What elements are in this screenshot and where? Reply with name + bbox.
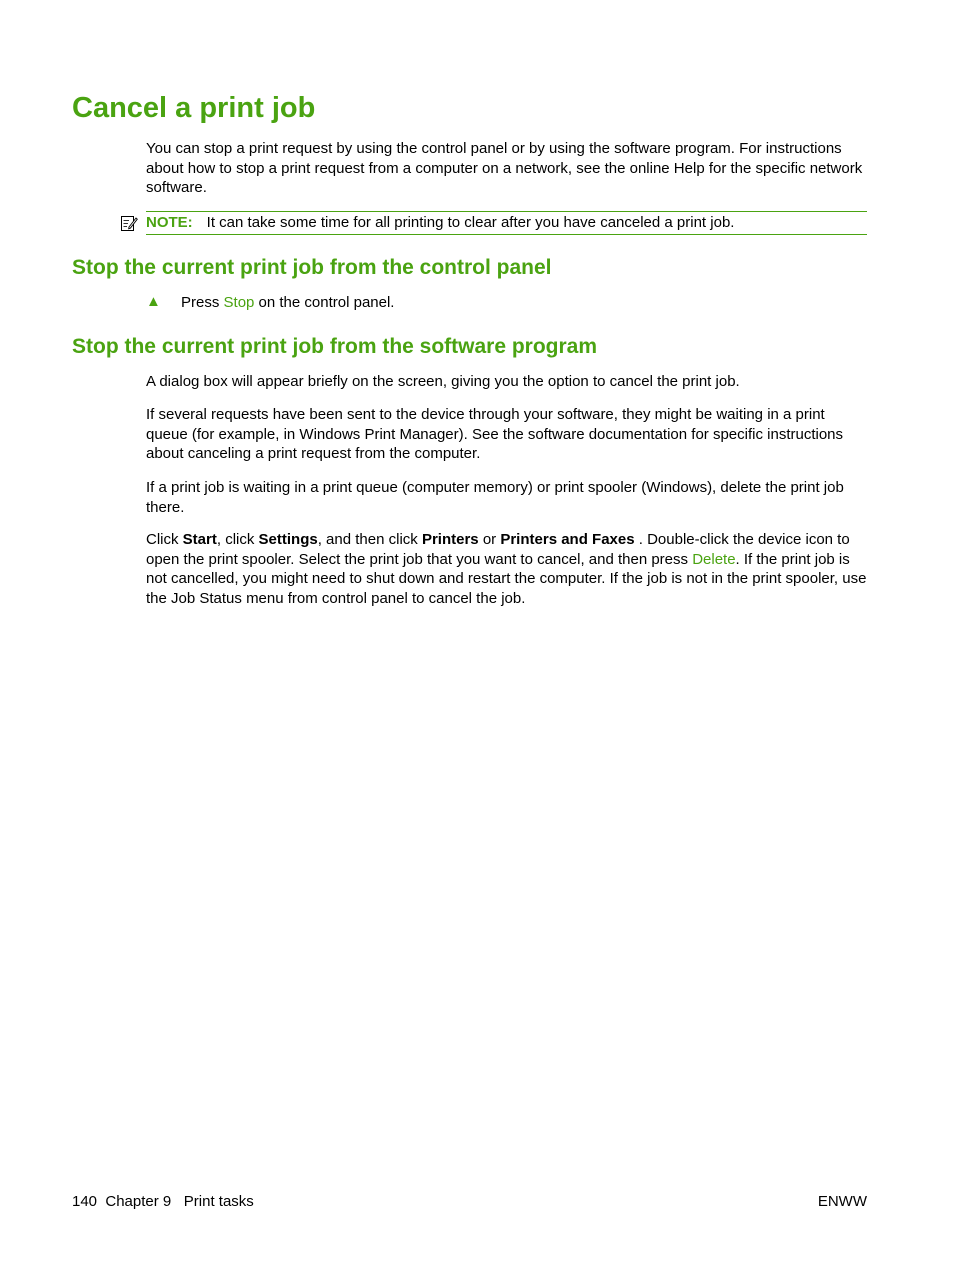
stop-link[interactable]: Stop [223,294,255,311]
page-title: Cancel a print job [72,92,316,124]
note-label: NOTE: [146,214,193,231]
footer-left [72,1193,254,1210]
section-heading-software-program: Stop the current print job from the software program [72,335,598,358]
paragraph-click-start [146,530,868,608]
delete-link[interactable]: Delete [692,550,736,568]
note-pencil-icon [120,214,138,232]
section-heading-control-panel: Stop the current print job from the control panel [72,256,552,279]
text-fragment: Click [146,531,183,548]
chapter-title: Print tasks [183,1193,254,1210]
text-fragment: or [478,531,501,548]
text-fragment: . If the print job is not cancelled, you might need to shut down and restart the computer. If the job is not in the print spooler, use the Job Status menu from control panel to cancel the job. [146,550,867,607]
step-suffix: on the control panel. [254,294,395,311]
paragraph-print-queue: If a print job is waiting in a print queue (computer memory) or print spooler (Windows), delete the print job there. [146,479,844,516]
note-box [146,211,867,235]
paragraph-dialog-box: A dialog box will appear briefly on the screen, giving you the option to cancel the print job. [146,373,740,390]
printers-label: Printers [421,531,479,548]
paragraph-several-requests: If several requests have been sent to the device through your software, they might be waiting in a print queue (for example, in Windows Print Manager). See the software documentation for specific instructions about canceling a print request from the computer. [146,406,844,462]
step-instruction [181,293,394,312]
step-prefix: Press [181,294,224,311]
page-number: 140 [72,1193,98,1210]
chapter-label: Chapter 9 [105,1193,172,1210]
footer-right: ENWW [817,1193,867,1210]
text-fragment: . Double-click the device icon to open the print spooler. Select the print job that you want to cancel, and then press [146,531,850,568]
step-triangle-icon: ▲ [146,293,161,310]
start-label: Start [182,531,217,548]
intro-paragraph: You can stop a print request by using the control panel or by using the software program. For instructions about how to stop a print request from a computer on a network, see the online Help for the specific network software. [146,140,863,196]
settings-label: Settings [258,531,318,548]
text-fragment: , click [216,531,259,548]
note-text: It can take some time for all printing to clear after you have canceled a print job. [206,214,735,231]
text-fragment: , and then click [317,531,422,548]
printers-and-faxes-label: Printers and Faxes [500,531,635,548]
